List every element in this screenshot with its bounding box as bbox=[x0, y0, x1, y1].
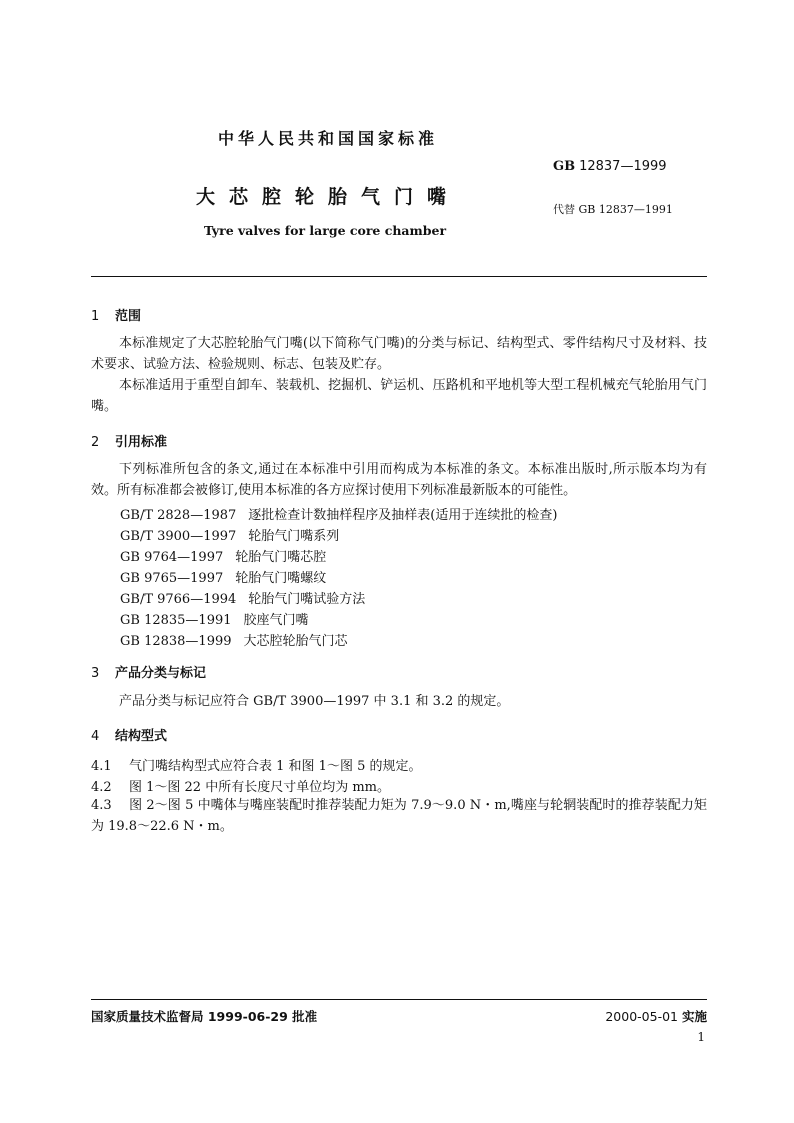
section-4-heading: 4 结构型式 bbox=[91, 729, 168, 744]
effective-date: 2000-05-01 bbox=[605, 1009, 678, 1024]
document-title-en: Tyre valves for large core chamber bbox=[203, 223, 447, 238]
footer-divider bbox=[91, 999, 707, 1000]
clause-4-2: 4.2 图 1～图 22 中所有长度尺寸单位均为 mm。 bbox=[91, 780, 390, 795]
section-3-para-1: 产品分类与标记应符合 GB/T 3900—1997 中 3.1 和 3.2 的规定。 bbox=[119, 694, 510, 709]
reference-item: GB 12835—1991 胶座气门嘴 bbox=[120, 613, 309, 628]
header-divider bbox=[91, 276, 707, 277]
standard-category: 中华人民共和国国家标准 bbox=[217, 129, 438, 148]
reference-item: GB 9765—1997 轮胎气门嘴螺纹 bbox=[120, 571, 327, 586]
clause-4-1: 4.1 气门嘴结构型式应符合表 1 和图 1～图 5 的规定。 bbox=[91, 759, 422, 774]
document-title-cn: 大芯腔轮胎气门嘴 bbox=[195, 186, 460, 208]
reference-item: GB 9764—1997 轮胎气门嘴芯腔 bbox=[120, 550, 327, 565]
clause-4-3: 4.3 图 2～图 5 中嘴体与嘴座装配时推荐装配力矩为 7.9～9.0 N・m,嘴座与轮辋装配时的推荐装配力矩为 19.8～22.6 N・m。 bbox=[91, 798, 707, 834]
approval-info: 国家质量技术监督局 1999-06-29 批准 bbox=[91, 1009, 318, 1024]
effective-info bbox=[605, 1007, 707, 1025]
effective-label: 实施 bbox=[681, 1009, 707, 1024]
reference-item: GB 12838—1999 大芯腔轮胎气门芯 bbox=[120, 634, 348, 649]
section-1-heading: 1 范围 bbox=[91, 309, 142, 324]
section-2-heading: 2 引用标准 bbox=[91, 435, 168, 450]
standard-prefix: GB bbox=[553, 159, 576, 174]
standard-code: 12837—1999 bbox=[579, 159, 667, 174]
section-2-para-1: 下列标准所包含的条文,通过在本标准中引用而构成为本标准的条文。本标准出版时,所示版本均为有效。所有标准都会被修订,使用本标准的各方应探讨使用下列标准最新版本的可能性。 bbox=[91, 462, 707, 498]
section-3-heading: 3 产品分类与标记 bbox=[91, 666, 207, 681]
reference-item: GB/T 2828—1987 逐批检查计数抽样程序及抽样表(适用于连续批的检查) bbox=[120, 508, 558, 523]
reference-item: GB/T 9766—1994 轮胎气门嘴试验方法 bbox=[120, 592, 366, 607]
page-number: 1 bbox=[697, 1030, 705, 1044]
section-1-para-2: 本标准适用于重型自卸车、装载机、挖掘机、铲运机、压路机和平地机等大型工程机械充气轮胎用气门嘴。 bbox=[91, 378, 707, 414]
section-1-para-1: 本标准规定了大芯腔轮胎气门嘴(以下简称气门嘴)的分类与标记、结构型式、零件结构尺寸及材料、技术要求、试验方法、检验规则、标志、包装及贮存。 bbox=[91, 336, 707, 372]
replaces-standard: 代替 GB 12837—1991 bbox=[553, 203, 673, 216]
standard-number bbox=[553, 159, 667, 174]
reference-item: GB/T 3900—1997 轮胎气门嘴系列 bbox=[120, 529, 340, 544]
